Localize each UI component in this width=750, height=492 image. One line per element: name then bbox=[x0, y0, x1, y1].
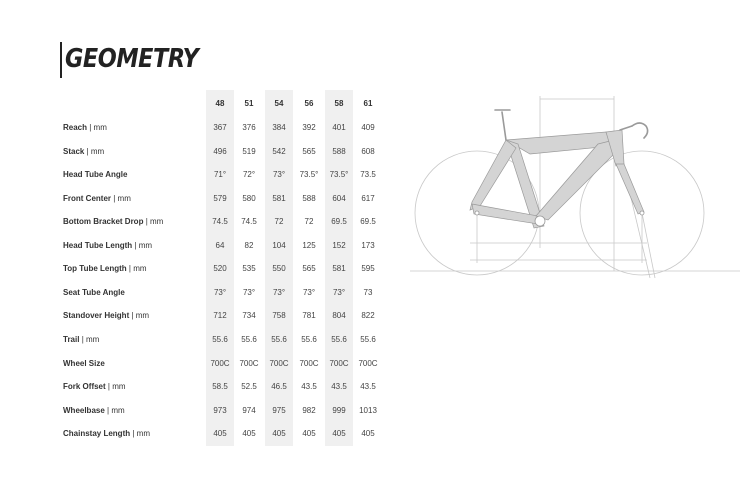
table-cell: 367 bbox=[213, 123, 227, 132]
table-cell: 405 bbox=[242, 429, 256, 439]
table-cell: 152 bbox=[332, 240, 346, 250]
table-cell: 52.5 bbox=[241, 382, 257, 392]
table-cell: 700C bbox=[358, 358, 378, 368]
row-label-name: Wheel Size bbox=[63, 358, 105, 368]
table-cell: 72 bbox=[274, 217, 284, 227]
table-cell: 55.6 bbox=[331, 334, 347, 344]
table-cell: 392 bbox=[302, 123, 316, 132]
table-cell: 43.5 bbox=[301, 382, 317, 392]
table-cell: 55.6 bbox=[360, 334, 376, 344]
table-cell: 55.6 bbox=[212, 334, 228, 344]
row-label-name: Chainstay Length bbox=[63, 429, 131, 439]
table-cell: 565 bbox=[302, 264, 316, 274]
table-cell: 781 bbox=[302, 311, 316, 321]
table-cell: 73° bbox=[272, 287, 286, 297]
table-cell: 565 bbox=[302, 146, 316, 156]
row-label bbox=[63, 309, 149, 323]
table-cell: 588 bbox=[332, 146, 346, 156]
row-label-unit: | mm bbox=[107, 382, 126, 392]
table-cell: 974 bbox=[242, 405, 256, 415]
table-row bbox=[0, 215, 400, 229]
table-cell: 173 bbox=[361, 240, 375, 250]
table-cell: 700C bbox=[269, 358, 289, 368]
table-row bbox=[0, 192, 400, 206]
table-cell: 73° bbox=[242, 287, 256, 297]
table-cell: 73.5° bbox=[329, 170, 349, 180]
table-row bbox=[0, 427, 400, 441]
table-cell: 734 bbox=[242, 311, 256, 321]
table-cell: 822 bbox=[361, 311, 375, 321]
table-cell: 405 bbox=[332, 429, 346, 439]
table-cell: 975 bbox=[272, 405, 286, 415]
table-cell: 55.6 bbox=[271, 334, 287, 344]
table-row bbox=[0, 262, 400, 276]
table-cell: 69.5 bbox=[360, 217, 376, 227]
table-row bbox=[0, 239, 400, 253]
row-label-unit: | mm bbox=[134, 240, 153, 250]
table-cell: 581 bbox=[272, 193, 286, 203]
table-cell: 608 bbox=[361, 146, 375, 156]
size-header: 58 bbox=[334, 99, 344, 108]
table-cell: 405 bbox=[302, 429, 316, 439]
row-label-unit: | mm bbox=[81, 334, 100, 344]
table-cell: 604 bbox=[332, 193, 346, 203]
table-cell: 999 bbox=[332, 405, 346, 415]
table-cell: 73° bbox=[272, 170, 286, 180]
table-cell: 973 bbox=[213, 405, 227, 415]
table-cell: 579 bbox=[213, 193, 227, 203]
table-cell: 74.5 bbox=[212, 217, 228, 227]
row-label-name: Bottom Bracket Drop bbox=[63, 217, 144, 227]
table-cell: 64 bbox=[215, 240, 225, 250]
row-label-name: Fork Offset bbox=[63, 382, 106, 392]
table-cell: 405 bbox=[272, 429, 286, 439]
table-cell: 74.5 bbox=[241, 217, 257, 227]
table-row bbox=[0, 333, 400, 347]
table-cell: 82 bbox=[244, 240, 254, 250]
table-row bbox=[0, 168, 400, 182]
table-cell: 72 bbox=[304, 217, 314, 227]
row-label-name: Seat Tube Angle bbox=[63, 287, 125, 297]
title-accent-bar bbox=[60, 42, 62, 78]
row-label-name: Stack bbox=[63, 146, 85, 156]
table-cell: 496 bbox=[213, 146, 227, 156]
table-cell: 72° bbox=[242, 170, 256, 180]
table-cell: 580 bbox=[242, 193, 256, 203]
row-label-unit: | mm bbox=[113, 193, 131, 203]
table-cell: 73° bbox=[302, 287, 316, 297]
row-label bbox=[63, 357, 105, 371]
row-label bbox=[63, 380, 126, 394]
table-cell: 804 bbox=[332, 311, 346, 321]
row-label bbox=[63, 239, 152, 253]
row-label-unit: | mm bbox=[86, 146, 105, 156]
row-label bbox=[63, 262, 147, 276]
table-cell: 73° bbox=[213, 287, 227, 297]
table-cell: 581 bbox=[332, 264, 346, 274]
row-label-name: Head Tube Length bbox=[63, 240, 133, 250]
table-cell: 73° bbox=[332, 287, 346, 297]
table-cell: 46.5 bbox=[271, 382, 287, 392]
row-label-unit: | mm bbox=[107, 405, 125, 415]
table-row bbox=[0, 380, 400, 394]
row-label-name: Top Tube Length bbox=[63, 264, 127, 274]
row-label bbox=[63, 145, 104, 159]
table-cell: 535 bbox=[242, 264, 256, 274]
table-cell: 519 bbox=[242, 146, 256, 156]
row-label-name: Standover Height bbox=[63, 311, 130, 321]
bike-geometry-diagram-icon bbox=[410, 88, 740, 288]
table-cell: 43.5 bbox=[331, 382, 347, 392]
table-row bbox=[0, 357, 400, 371]
table-cell: 73 bbox=[363, 287, 373, 297]
table-cell: 758 bbox=[272, 311, 286, 321]
row-label-unit: | mm bbox=[128, 264, 147, 274]
table-cell: 700C bbox=[299, 358, 319, 368]
table-cell: 409 bbox=[361, 123, 375, 132]
table-cell: 1013 bbox=[359, 405, 377, 415]
table-cell: 550 bbox=[272, 264, 286, 274]
table-cell: 104 bbox=[272, 240, 286, 250]
size-header: 48 bbox=[215, 99, 225, 108]
table-cell: 982 bbox=[302, 405, 316, 415]
table-cell: 58.5 bbox=[212, 382, 228, 392]
row-label-unit: | mm bbox=[145, 217, 164, 227]
row-label-name: Head Tube Angle bbox=[63, 170, 128, 180]
table-cell: 700C bbox=[329, 358, 349, 368]
table-cell: 405 bbox=[213, 429, 227, 439]
table-cell: 43.5 bbox=[360, 382, 376, 392]
row-label-name: Wheelbase bbox=[63, 405, 105, 415]
row-label-name: Front Center bbox=[63, 193, 111, 203]
table-row bbox=[0, 309, 400, 323]
table-cell: 405 bbox=[361, 429, 375, 439]
row-label bbox=[63, 168, 127, 182]
table-row bbox=[0, 145, 400, 159]
page-title: GEOMETRY bbox=[65, 44, 199, 74]
row-label bbox=[63, 215, 163, 229]
table-cell: 73.5 bbox=[360, 170, 376, 180]
row-label-unit: | mm bbox=[89, 123, 107, 132]
table-cell: 712 bbox=[213, 311, 227, 321]
table-row bbox=[0, 286, 400, 300]
table-cell: 542 bbox=[272, 146, 286, 156]
table-row bbox=[0, 404, 400, 418]
table-cell: 401 bbox=[332, 123, 346, 132]
row-label-name: Reach bbox=[63, 123, 88, 132]
table-cell: 55.6 bbox=[301, 334, 317, 344]
size-header: 61 bbox=[363, 99, 373, 108]
row-label bbox=[63, 192, 131, 206]
row-label-unit: | mm bbox=[132, 429, 150, 439]
table-cell: 376 bbox=[242, 123, 256, 132]
table-row bbox=[0, 121, 400, 135]
table-cell: 595 bbox=[361, 264, 375, 274]
table-cell: 69.5 bbox=[331, 217, 347, 227]
row-label-unit: | mm bbox=[131, 311, 150, 321]
table-cell: 617 bbox=[361, 193, 375, 203]
size-header: 54 bbox=[274, 99, 284, 108]
size-header: 51 bbox=[244, 99, 254, 108]
row-label-name: Trail bbox=[63, 334, 80, 344]
table-cell: 588 bbox=[302, 193, 316, 203]
row-label bbox=[63, 404, 125, 418]
row-label bbox=[63, 121, 107, 135]
size-header: 56 bbox=[304, 99, 314, 108]
table-cell: 384 bbox=[272, 123, 286, 132]
table-cell: 55.6 bbox=[241, 334, 257, 344]
row-label bbox=[63, 286, 125, 300]
row-label bbox=[63, 427, 150, 441]
row-label bbox=[63, 333, 99, 347]
table-cell: 71° bbox=[213, 170, 227, 180]
table-cell: 73.5° bbox=[299, 170, 319, 180]
table-cell: 520 bbox=[213, 264, 227, 274]
table-cell: 700C bbox=[210, 358, 230, 368]
table-cell: 700C bbox=[239, 358, 259, 368]
table-cell: 125 bbox=[302, 240, 316, 250]
